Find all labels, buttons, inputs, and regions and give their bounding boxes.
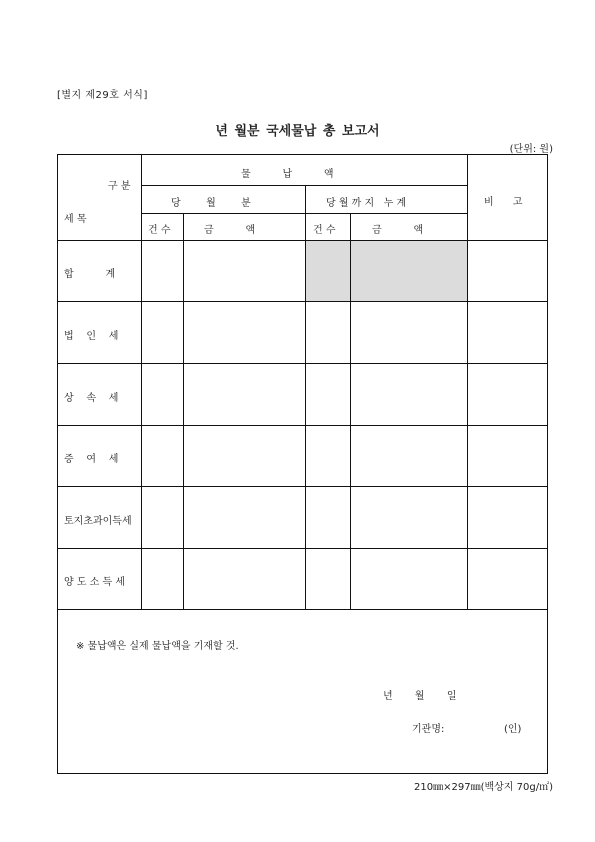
header-remarks: 비 고 <box>484 197 523 208</box>
date-line: 년 월 일 <box>383 691 457 702</box>
header-category: 구 분 <box>108 181 131 192</box>
header-payment-amount: 물 납 액 <box>241 169 334 180</box>
header-cumulative: 당 월 까 지 누 계 <box>326 198 407 209</box>
rule-v-mid <box>305 185 306 609</box>
shaded-cell-amount <box>351 240 467 301</box>
row-label-transfer-income-tax: 양 도 소 득 세 <box>64 577 126 588</box>
seal-mark: (인) <box>504 724 522 735</box>
paper-spec: 210㎜×297㎜(백상지 70g/㎡) <box>414 782 553 793</box>
rule-h9 <box>58 609 547 610</box>
unit-label: (단위: 원) <box>509 144 553 155</box>
header-tax-item: 세 목 <box>64 214 87 225</box>
shaded-cell-count <box>306 240 351 301</box>
header-amount-2: 금 액 <box>372 225 424 236</box>
rule-h6 <box>58 425 547 426</box>
rule-v-count2 <box>350 213 351 609</box>
page-title: 년 월분 국세물납 총 보고서 <box>215 124 380 139</box>
agency-label: 기관명: <box>412 724 445 735</box>
header-count-1: 건 수 <box>148 225 171 236</box>
note-text: ※ 물납액은 실제 물납액을 기재할 것. <box>76 641 239 652</box>
form-id: [별지 제29호 서식] <box>57 90 148 101</box>
rule-v-label <box>141 155 142 609</box>
rule-v-remarks <box>467 155 468 609</box>
header-current-month: 당 월 분 <box>171 198 251 209</box>
report-table <box>57 154 548 774</box>
rule-v-count1 <box>183 213 184 609</box>
header-count-2: 건 수 <box>313 225 336 236</box>
row-label-inheritance-tax: 상 속 세 <box>64 393 119 404</box>
row-label-land-excess-gain-tax: 토지초과이득세 <box>64 516 132 527</box>
rule-h7 <box>58 486 547 487</box>
row-label-total: 합 계 <box>64 269 116 280</box>
row-label-corporate-tax: 법 인 세 <box>64 331 119 342</box>
rule-h3 <box>58 240 547 241</box>
rule-h8 <box>58 548 547 549</box>
rule-h5 <box>58 363 547 364</box>
header-amount-1: 금 액 <box>204 225 256 236</box>
rule-h4 <box>58 301 547 302</box>
row-label-gift-tax: 증 여 세 <box>64 454 119 465</box>
